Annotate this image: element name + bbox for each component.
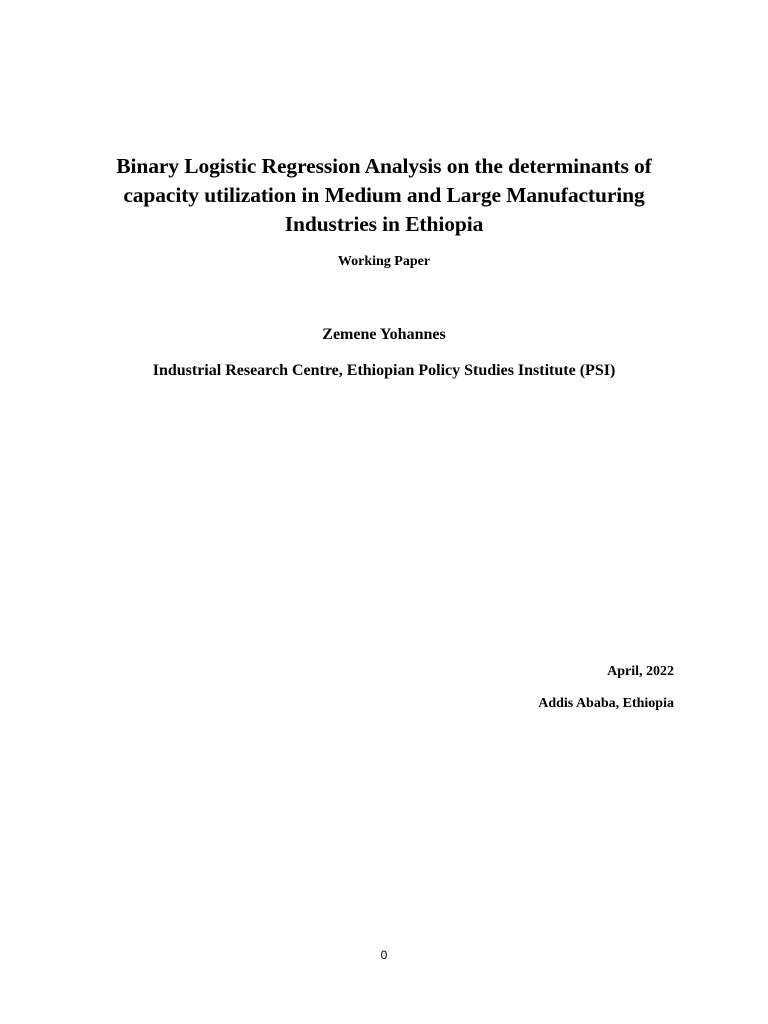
title-line-1: Binary Logistic Regression Analysis on the determinants of bbox=[116, 154, 652, 178]
page-number: 0 bbox=[380, 948, 388, 962]
author-affiliation: Industrial Research Centre, Ethiopian Policy Studies Institute (PSI) bbox=[152, 362, 616, 379]
title-line-3: Industries in Ethiopia bbox=[284, 212, 484, 236]
title-line-2: capacity utilization in Medium and Large Manufacturing bbox=[123, 183, 645, 207]
paper-subtitle: Working Paper bbox=[337, 254, 431, 269]
publication-date: April, 2022 bbox=[607, 664, 674, 679]
paper-title bbox=[60, 152, 708, 239]
author-name: Zemene Yohannes bbox=[322, 326, 446, 343]
publication-place: Addis Ababa, Ethiopia bbox=[538, 696, 674, 711]
